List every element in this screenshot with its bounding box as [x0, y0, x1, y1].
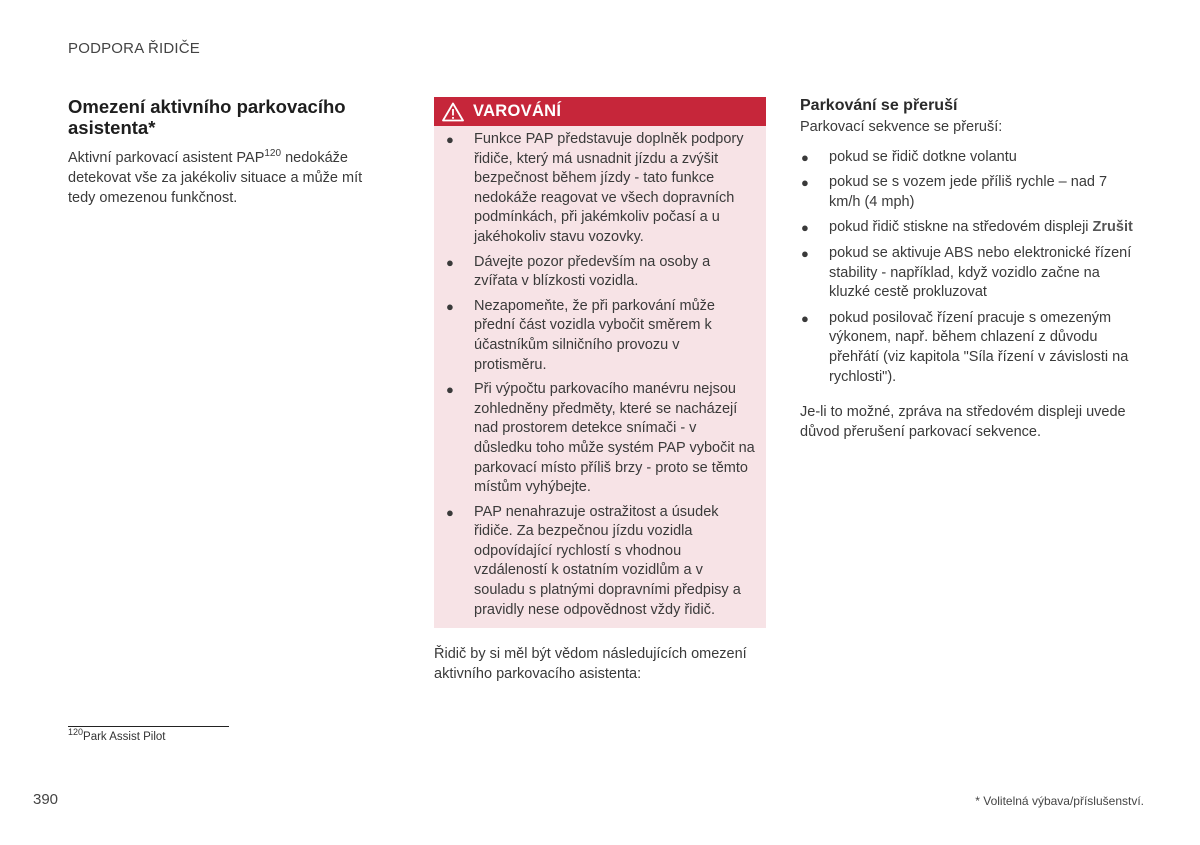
list-item-text: pokud se řidič dotkne volantu — [829, 148, 1017, 165]
warning-list — [434, 126, 766, 620]
bullet-icon: ● — [446, 382, 454, 398]
intro-text-start: Aktivní parkovací asistent PAP — [68, 150, 265, 166]
bullet-icon: ● — [801, 310, 809, 326]
list-item-text: pokud se aktivuje ABS nebo elektronické řízení stability - například, když vozidlo začne na kluzké cestě prokluzovat — [829, 244, 1132, 301]
footnote-number: 120 — [68, 727, 84, 738]
bullet-icon: ● — [801, 220, 809, 236]
intro-title: Omezení aktivního parkovacího asistenta* — [68, 96, 346, 138]
list-item — [800, 244, 1140, 303]
footnote-text: Park Assist Pilot — [83, 731, 166, 743]
footnote-ref[interactable]: 120 — [264, 148, 282, 160]
warning-item-text: Funkce PAP představuje doplněk podpory řidiče, který má usnadnit jízdu a zvýšit bezpečnost během jízdy - tato funkce nedokáže reagovat ve všech dopravních podmínkách, při jakémkoliv počasí a u jakéhokoliv stavu vozovky. — [474, 131, 744, 245]
interrupt-title: Parkování se přeruší — [800, 97, 958, 114]
list-item-text: pokud řidič stiskne na středovém displeji — [829, 219, 1089, 236]
warning-item — [434, 380, 766, 498]
warning-item — [434, 253, 766, 292]
warning-item-text: Dávejte pozor především na osoby a zvířata v blízkosti vozidla. — [474, 253, 711, 290]
interrupt-intro: Parkovací sekvence se přeruší: — [800, 119, 1003, 135]
list-item — [800, 173, 1140, 212]
bullet-icon: ● — [446, 132, 454, 147]
interrupt-column — [800, 96, 1140, 442]
warning-item — [434, 130, 766, 248]
bullet-icon: ● — [446, 298, 454, 314]
warning-header — [434, 97, 766, 126]
warning-item-text: Nezapomeňte, že při parkování může přední část vozidla vybočit směrem k účastníkům silničního provozu v protisměru. — [474, 297, 715, 373]
cancel-button-label: Zrušit — [1092, 219, 1133, 236]
list-item — [800, 309, 1140, 387]
bullet-icon: ● — [801, 149, 809, 165]
optional-equipment-note: * Volitelná výbava/příslušenství. — [975, 794, 1144, 808]
intro-column — [68, 96, 388, 208]
interrupt-note: Je-li to možné, zpráva na středovém displeji uvede důvod přerušení parkovací sekvence. — [800, 404, 1126, 440]
warning-box — [434, 97, 766, 628]
limitations-paragraph: Řidič by si měl být vědom následujících omezení aktivního parkovacího asistenta: — [434, 646, 747, 682]
footnote-divider — [68, 726, 229, 727]
footnote — [68, 727, 166, 743]
list-item-text: pokud posilovač řízení pracuje s omezeným výkonem, např. během chlazení z důvodu přehřátí (viz kapitola "Síla řízení v závislosti na rychlosti"). — [829, 309, 1129, 385]
list-item — [800, 148, 1140, 168]
list-item — [800, 218, 1140, 238]
intro-paragraph — [68, 148, 388, 208]
interrupt-list — [800, 148, 1140, 388]
warning-item — [434, 503, 766, 621]
warning-title: VAROVÁNÍ — [473, 102, 562, 120]
warning-triangle-icon — [442, 102, 464, 122]
bullet-icon: ● — [446, 504, 454, 520]
bullet-icon: ● — [801, 245, 809, 261]
section-header: PODPORA ŘIDIČE — [68, 40, 200, 57]
page-number: 390 — [33, 791, 59, 808]
warning-item-text: Při výpočtu parkovacího manévru nejsou zohledněny předměty, které se nacházejí nad prostorem detekce snímači - v důsledku toho může systém PAP vybočit na parkovací místo příliš brzy - proto se těmto místům vyhýbejte. — [474, 381, 755, 496]
warning-item — [434, 297, 766, 375]
bullet-icon: ● — [446, 254, 454, 270]
bullet-icon: ● — [801, 175, 809, 191]
warning-item-text: PAP nenahrazuje ostražitost a úsudek řidiče. Za bezpečnou jízdu vozidla odpovídající rychlostí s vhodnou vzdáleností k ostatním vozidlům a v souladu s platnými dopravními předpisy a pravidly nese odpovědnost vždy řidič. — [474, 503, 741, 618]
list-item-text: pokud se s vozem jede příliš rychle – nad 7 km/h (4 mph) — [829, 174, 1108, 210]
intro-text-end: nedokáže detekovat vše za jakékoliv situace a může mít tedy omezenou funkčnost. — [68, 150, 363, 206]
